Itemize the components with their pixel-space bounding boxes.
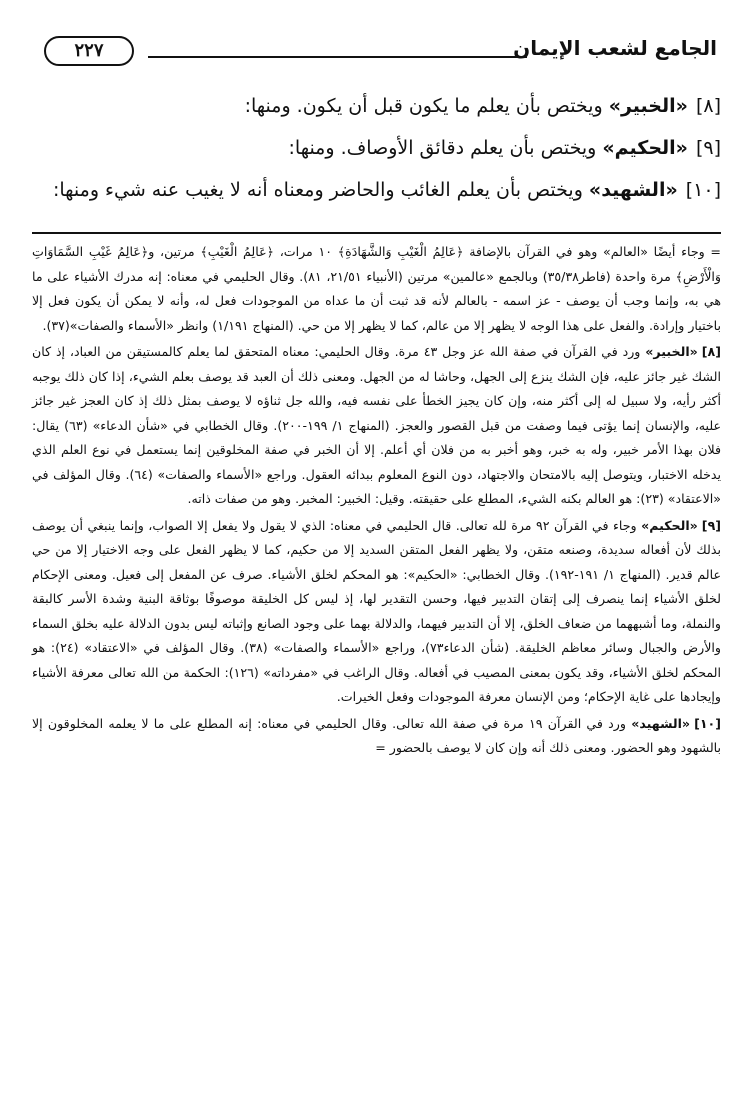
item-term: «الخبير» <box>608 95 688 117</box>
footnote-number: [٩] <box>701 517 722 533</box>
item-number: [٨] <box>695 95 721 117</box>
item-text: ويختص بأن يعلم ما يكون قبل أن يكون. ومنها: <box>244 95 609 117</box>
footnote-text: ورد في القرآن ١٩ مرة في صفة الله تعالى. وقال الحليمي في معناه: إنه المطلع على ما لا يعلمه المخلوقون إلا بالشهود وهو الحضور. ومعنى ذلك أنه وإن كان لا يوصف بالحضور = <box>32 715 721 755</box>
main-line <box>32 134 721 162</box>
footnote <box>32 712 721 761</box>
footnote-text: ورد في القرآن في صفة الله عز وجل ٤٣ مرة. وقال الحليمي: معناه المتحقق لما يعلم كالمستيقن من العباد، إذ كان الشك غير جائز عليه، فإن الشك ينزع إلى الجهل، وحاشا له من الجهل. ومعنى ذلك أن العبد قد يوصف بعلم الشيء، إذا كان ذلك يوجبه أكثر رأيه، ولا سبيل له إلى أكثر منه، وإن كان يجيز الخطأ على نفسه فيه، والله جل ثناؤه لا يوصف بمثل ذلك إذ كان العجز غير جائز عليه، والإنسان إنما يؤتى فيما وصفت من قبل القصور والعجز. (المنهاج ١/ ١٩٩-٢٠٠). وقال الخطابي في «شأن الدعاء» (٦٣) يقال: فلان بهذا الأمر خبير، وله به خبر، وهو أخبر به من فلان أي أعلم. إلا أن الخبر في صفة المخلوقين إنما يستعمل في نوع العلم الذي يدخله الاختبار، ويتوصل إليه بالامتحان والاجتهاد، دون النوع المعلوم ببدائه العقول. وراجع «الأسماء والصفات» (٦٤). وقال المؤلف في «الاعتقاد» (٢٣): هو العالم بكنه الشيء، المطلع على حقيقته. وقيل: الخبير: المخبر. وهو من صفات ذاته. <box>32 344 722 506</box>
main-text <box>32 92 721 218</box>
footnote <box>32 240 721 338</box>
item-text: ويختص بأن يعلم الغائب والحاضر ومعناه أنه لا يغيب عنه شيء ومنها: <box>52 179 589 201</box>
main-line <box>32 176 721 204</box>
page-number: ٢٢٧ <box>44 36 134 66</box>
footnotes <box>32 240 721 763</box>
item-number: [١٠] <box>685 179 721 201</box>
main-line <box>32 92 721 120</box>
footnote-number: [٨] <box>701 344 721 359</box>
footnote <box>32 514 721 710</box>
footnote-text: = وجاء أيضًا «العالم» وهو في القرآن بالإضافة ﴿عَالِمُ الْغَيْبِ وَالشَّهَادَةِ﴾ ١٠ مرات، ﴿عَالِمُ الْغَيْبِ﴾ مرتين، و﴿عَالِمُ غَيْبِ السَّمَاوَاتِ وَالْأَرْضِ﴾ مرة واحدة (فاطر٣٥/٣٨) وبالجمع «عالمين» مرتين (الأنبياء ٢١/٥١، ٨١). وقال الحليمي في معناه: إنه مدرك الأشياء على ما هي به، وإنما وجب أن يوصف - عز اسمه - بالعالم لأنه قد ثبت أن ما عداه من الموجودات فعل له، وأنه لا يمكن أن يكون فعل إلا باختيار وإرادة. والفعل على هذا الوجه لا يظهر إلا من عالم، كما لا يظهر إلا من حي. (المنهاج ١/١٩١) وانظر «الأسماء والصفات»(٣٧). <box>32 244 721 333</box>
footnote-text: وجاء في القرآن ٩٢ مرة لله تعالى. قال الحليمي في معناه: الذي لا يقول ولا يفعل إلا الصواب، وإنما ينبغي أن يوصف بذلك لأن أفعاله سديدة، وصنعه متقن، ولا يظهر الفعل المتقن السديد إلا من حكيم، كما لا يظهر الفعل على وجه الاختيار إلا من حي عالم قدير. (المنهاج ١/ ١٩١-١٩٢). وقال الخطابي: «الحكيم»: هو المحكم لخلق الأشياء. صرف عن المفعل إلى فعيل. ومعنى الإحكام لخلق الأشياء إنما ينصرف إلى إتقان التدبير فيها، وحسن التقدير لها، إذ ليس كل الخليقة موصوفًا بوثاقة البنية وشدة الأسر كالبقة والنملة، وما أشبههما من ضعاف الخلق، إلا أن التدبير فيهما، والدلالة بهما على وجود الصانع وإثباته ليس بدون الدلالة عليه بخلق السماء والأرض والجبال وسائر معاظم الخليقة. (شأن الدعاء٧٣)، وراجع «الأسماء والصفات» (٣٨). وقال المؤلف في «الاعتقاد» (٢٤): هو المحكم لخلق الأشياء، وقد يكون بمعنى المصيب في أفعاله. وقال الراغب في «مفرداته» (١٢٦): الحكمة من الله تعالى معرفة الأشياء وإيجادها على غاية الإحكام؛ ومن الإنسان معرفة الموجودات وفعل الخيرات. <box>32 517 722 704</box>
footnote-term: «الخبير» <box>645 344 698 359</box>
footnote-term: «الحكيم» <box>641 517 698 533</box>
footnote-separator <box>32 232 721 234</box>
running-title: الجامع لشعب الإيمان <box>513 36 717 60</box>
item-term: «الحكيم» <box>602 137 688 159</box>
footnote-number: [١٠] <box>694 715 721 731</box>
header-rule <box>148 56 527 58</box>
footnote-term: «الشهيد» <box>631 715 691 731</box>
item-number: [٩] <box>695 137 721 159</box>
page-header <box>34 34 717 74</box>
footnote <box>32 340 721 512</box>
item-text: ويختص بأن يعلم دقائق الأوصاف. ومنها: <box>288 137 603 159</box>
item-term: «الشهيد» <box>588 179 678 201</box>
